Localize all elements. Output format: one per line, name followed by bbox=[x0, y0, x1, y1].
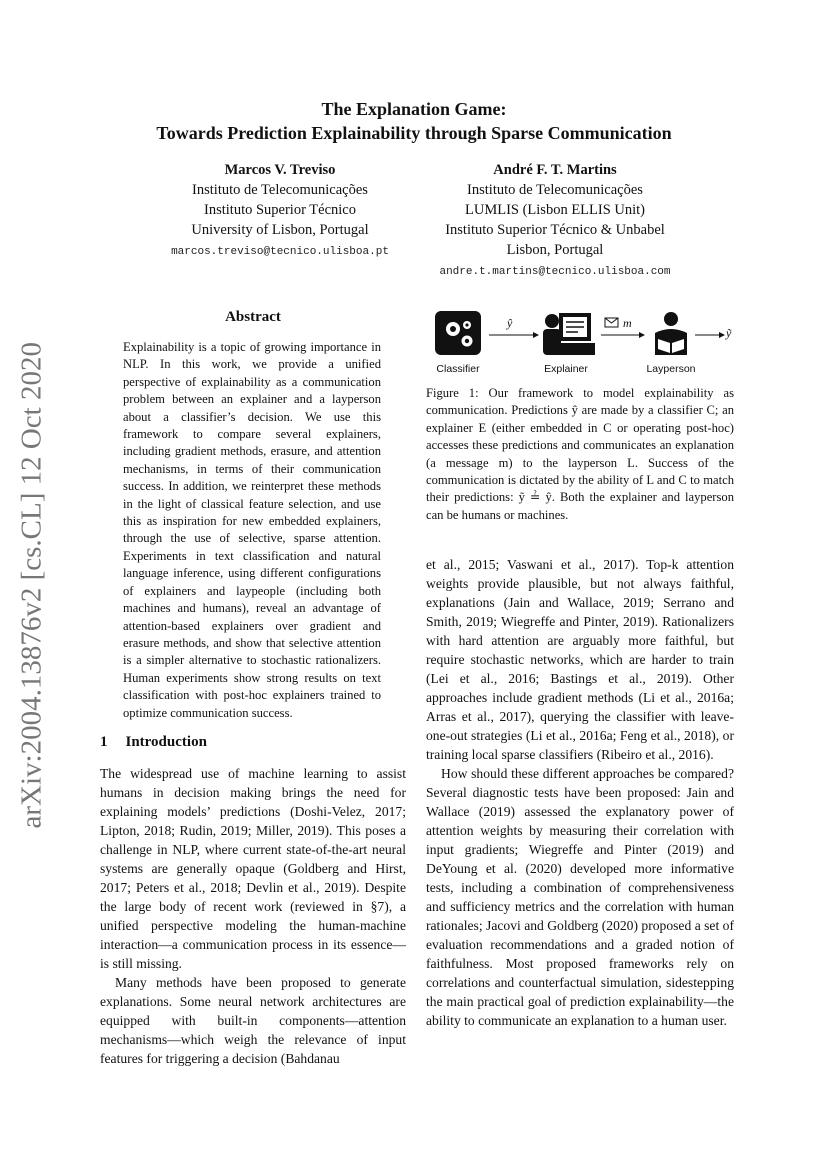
caption-prefix: Figure 1: bbox=[426, 386, 479, 400]
abstract-text: Explainability is a topic of growing importance in NLP. In this work, we provide a unified perspective of explainability as a communication problem between an explainer and a layperson about a classifier’s decision. We use this framework to compare several explainers, including gradient methods, erasure, and attention mechanisms, in terms of their communication success. In addition, we reinterpret these methods in the light of classical feature selection, and use this as inspiration for new embedded explainers, through the use of selective, sparse attention. Experiments in text classification and natural language inference, using different configurations of explainers and laypeople (including both machines and humans), reveal an advantage of attention-based explainers over gradient and erasure methods, and show that selective attention is a simpler alternative to stochastic rationalizers. Human experiments show strong results on text classification with post-hoc explainers trained to optimize communication success. bbox=[123, 340, 381, 720]
author-2 bbox=[405, 160, 705, 282]
figure-label-layperson: Layperson bbox=[646, 363, 696, 375]
caption-text: Our framework to model explainability as communication. Predictions ŷ are made by a classifier C; an explainer E (either embedded in C or operating post-hoc) accesses these predictions and communicates an explanation (a message m) to the layperson L. Success of the communication is dictated by the ability of L and C to match their predictions: ỹ ≟ ŷ. Both the explainer and layperson can be humans or machines. bbox=[426, 386, 735, 522]
layperson-icon bbox=[655, 312, 687, 355]
section-heading bbox=[100, 734, 225, 751]
title-line-2: Towards Prediction Explainability through Sparse Communication bbox=[156, 123, 672, 143]
paper-title bbox=[0, 97, 828, 145]
affiliation: LUMLIS (Lisbon ELLIS Unit) bbox=[464, 202, 646, 218]
figure-1 bbox=[425, 305, 735, 375]
author-name: Marcos V. Treviso bbox=[224, 162, 336, 178]
affiliation: Instituto de Telecomunicações bbox=[467, 182, 643, 198]
author-email: andre.t.martins@tecnico.ulisboa.com bbox=[439, 266, 671, 278]
arxiv-stamp: arXiv:2004.13876v2 [cs.CL] 12 Oct 2020 bbox=[15, 342, 48, 829]
section-number: 1 bbox=[100, 734, 108, 750]
paragraph: How should these different approaches be compared? Several diagnostic tests have been proposed: Jain and Wallace (2019) assessed the explanatory power of attention weights by measuring their correlation with input gradients; Wiegreffe and Pinter (2019) and DeYoung et al. (2020) developed more informative tests, including a combination of comprehensiveness and sufficiency metrics and the correlation with human rationales; Jacovi and Goldberg (2020) proposed a set of evaluation recommendations and a graded notion of faithfulness. Most proposed frameworks rely on correlations and counterfactual simulation, sidestepping the main practical goal of prediction explainability—the ability to communicate an explanation to a human user. bbox=[426, 766, 734, 1028]
figure-diagram bbox=[425, 305, 735, 363]
author-name: André F. T. Martins bbox=[493, 162, 617, 178]
explainer-icon bbox=[543, 313, 595, 355]
envelope-icon bbox=[605, 318, 618, 327]
left-column-body bbox=[100, 764, 406, 1068]
author-1 bbox=[150, 160, 410, 262]
paragraph: The widespread use of machine learning to assist humans in decision making brings the need for explaining models’ predictions (Doshi-Velez, 2017; Lipton, 2018; Rudin, 2019; Miller, 2019). This poses a challenge in NLP, where current state-of-the-art neural systems are generally opaque (Goldberg and Hirst, 2017; Peters et al., 2018; Devlin et al., 2019). Despite the large body of recent work (reviewed in §7), a unified perspective modeling the human-machine interaction—a communication process in its essence—is still missing. bbox=[100, 766, 406, 971]
affiliation: University of Lisbon, Portugal bbox=[191, 222, 369, 238]
abstract-heading: Abstract bbox=[225, 309, 281, 325]
author-email: marcos.treviso@tecnico.ulisboa.pt bbox=[171, 246, 389, 258]
figure-caption bbox=[426, 385, 734, 524]
arrow-label-yhat: ŷ bbox=[507, 316, 513, 330]
output-label: ỹ bbox=[726, 326, 732, 340]
title-line-1: The Explanation Game: bbox=[321, 99, 507, 119]
figure-label-classifier: Classifier bbox=[436, 363, 480, 375]
figure-label-explainer: Explainer bbox=[544, 363, 588, 375]
right-column-body bbox=[426, 555, 734, 1030]
affiliation: Lisbon, Portugal bbox=[506, 242, 604, 258]
affiliation: Instituto de Telecomunicações bbox=[192, 182, 368, 198]
section-title: Introduction bbox=[125, 734, 207, 750]
affiliation: Instituto Superior Técnico bbox=[204, 202, 356, 218]
paragraph: et al., 2015; Vaswani et al., 2017). Top-k attention weights provide plausible, but not always faithful, explanations (Jain and Wallace, 2019; Serrano and Smith, 2019; Wiegreffe and Pinter, 2019). Rationalizers with hard attention are arguably more faithful, but require stochastic networks, which are harder to train (Lei et al., 2016; Bastings et al., 2019). Other approaches include gradient methods (Li et al., 2016a; Arras et al., 2017), querying the classifier with leave-one-out strategies (Li et al., 2016a; Feng et al., 2018), or training local sparse classifiers (Ribeiro et al., 2016). bbox=[426, 557, 734, 762]
paragraph: Many methods have been proposed to generate explanations. Some neural network architectures are equipped with built-in components—attention mechanisms—which weigh the relevance of input features for triggering a decision (Bahdanau bbox=[100, 975, 406, 1066]
affiliation: Instituto Superior Técnico & Unbabel bbox=[445, 222, 665, 238]
arrow-label-m: m bbox=[623, 316, 632, 330]
